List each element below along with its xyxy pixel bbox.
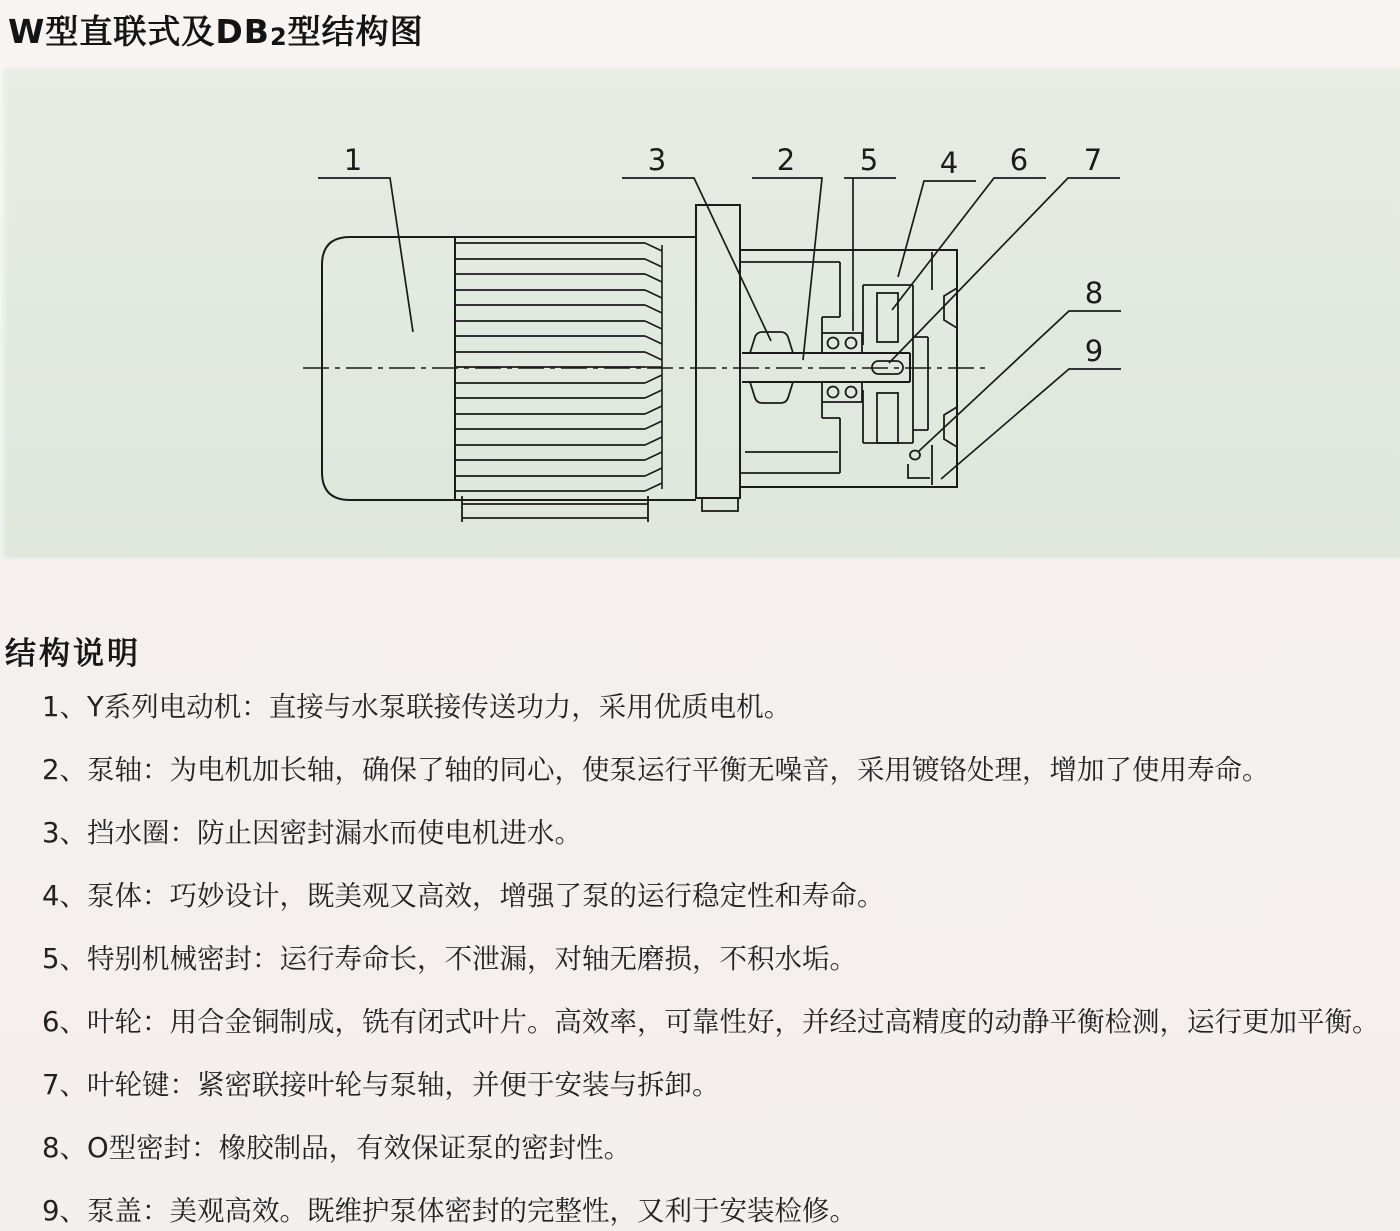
- legend-item-7: 7、叶轮键：紧密联接叶轮与泵轴，并便于安装与拆卸。: [42, 1069, 720, 1101]
- o-ring: [910, 451, 920, 460]
- callout-2-number: 2: [776, 143, 796, 177]
- legend-item-3: 3、挡水圈：防止因密封漏水而使电机进水。: [42, 817, 582, 849]
- callout-4-leader-line: [898, 181, 976, 277]
- endshield-foot: [702, 498, 738, 511]
- mechanical-seal-lower: [822, 382, 862, 402]
- mechanical-seal-upper: [822, 333, 862, 353]
- callout-2: [752, 143, 822, 360]
- callout-3-number: 3: [647, 143, 667, 177]
- callout-7-number: 7: [1083, 143, 1103, 177]
- structure-diagram-svg: [0, 67, 1400, 559]
- motor-fin-chamfers: [645, 243, 662, 491]
- legend-heading: 结构说明: [5, 636, 141, 672]
- callout-9-number: 9: [1084, 334, 1104, 368]
- callout-5-number: 5: [859, 143, 879, 177]
- legend-item-2: 2、泵轴：为电机加长轴，确保了轴的同心，使泵运行平衡无噪音，采用镀铬处理，增加了使用寿命。: [42, 754, 1270, 786]
- callout-8-number: 8: [1084, 276, 1104, 310]
- callout-5: [844, 143, 896, 331]
- legend-list: [42, 692, 1380, 1226]
- callout-4-number: 4: [939, 146, 959, 180]
- motor-fins: [455, 243, 645, 491]
- page-title-part2: 型结构图: [287, 12, 424, 51]
- legend-item-4: 4、泵体：巧妙设计，既美观又高效，增强了泵的运行稳定性和寿命。: [42, 880, 885, 912]
- callout-6-leader-line: [892, 178, 1046, 310]
- legend-item-5: 5、特别机械密封：运行寿命长，不泄漏，对轴无磨损，不积水垢。: [42, 943, 857, 975]
- diagram-band: [0, 67, 1400, 559]
- legend-item-8: 8、O型密封：橡胶制品，有效保证泵的密封性。: [42, 1132, 632, 1164]
- callout-1-leader-line: [318, 178, 413, 332]
- callout-6: [892, 143, 1046, 310]
- callout-4: [898, 146, 976, 277]
- callout-9: [941, 334, 1121, 479]
- callout-9-leader-line: [941, 369, 1121, 479]
- callout-5-leader-line: [844, 178, 896, 331]
- callout-6-number: 6: [1009, 143, 1029, 177]
- legend-item-1: 1、Y系列电动机：直接与水泵联接传送功力，采用优质电机。: [42, 691, 792, 723]
- page-title-part1: W型直联式及DB: [8, 12, 270, 51]
- callout-8-leader-line: [919, 311, 1121, 451]
- legend-item-6: 6、叶轮：用合金铜制成，铣有闭式叶片。高效率，可靠性好，并经过高精度的动静平衡检测，运行更加平衡。: [42, 1006, 1380, 1038]
- callout-1-number: 1: [343, 143, 363, 177]
- page-title-subscript: 2: [269, 23, 288, 51]
- page-title: [8, 6, 424, 53]
- callout-7: [889, 143, 1120, 363]
- motor-endshield: [696, 205, 740, 498]
- legend-item-9: 9、泵盖：美观高效。既维护泵体密封的完整性，又利于安装检修。: [42, 1195, 857, 1227]
